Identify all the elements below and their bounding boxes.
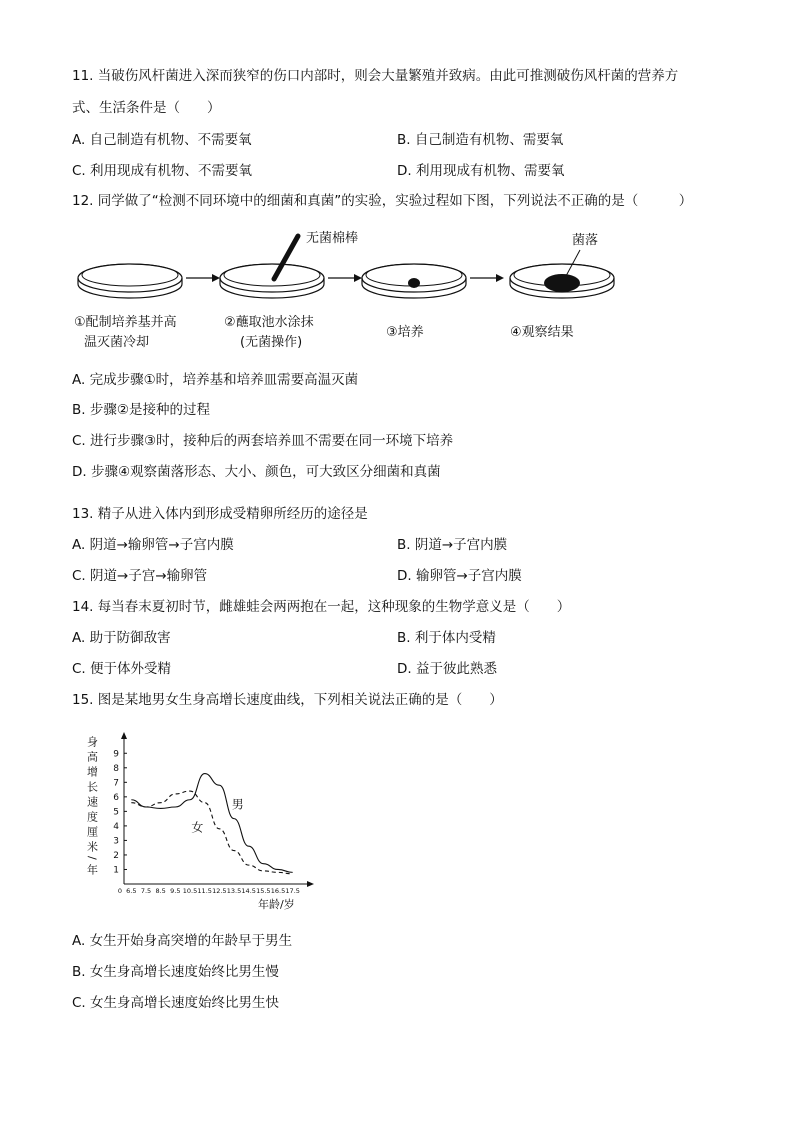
swab-label: 无菌棉棒 (306, 231, 359, 246)
y-tick-label: 8 (113, 763, 119, 774)
x-tick-label: 12.5 (212, 887, 227, 895)
q14-option-a[interactable]: A. 助于防御敌害 (72, 630, 171, 646)
q13-option-c[interactable]: C. 阴道→子宫→输卵管 (72, 568, 208, 584)
step1-caption-b: 温灭菌冷却 (84, 335, 150, 350)
series-line-female (131, 791, 292, 874)
q13-option-b[interactable]: B. 阴道→子宫内膜 (397, 537, 508, 553)
y-axis-arrow (121, 732, 127, 739)
q11-stem-line1: 11. 当破伤风杆菌进入深而狭窄的伤口内部时，则会大量繁殖并致病。由此可推测破伤风杆菌的营养方 (72, 68, 679, 84)
step4-caption: ④观察结果 (510, 325, 574, 340)
q12-option-d[interactable]: D. 步骤④观察菌落形态、大小、颜色，可大致区分细菌和真菌 (72, 464, 441, 480)
q11-option-c[interactable]: C. 利用现成有机物、不需要氧 (72, 163, 253, 179)
small-colony (408, 278, 420, 288)
chart-xlabel: 年龄/岁 (258, 898, 295, 911)
q13-option-d[interactable]: D. 输卵管→子宫内膜 (397, 568, 522, 584)
colony-label: 菌落 (572, 233, 599, 248)
q14-stem: 14. 每当春末夏初时节，雌雄蛙会两两抱在一起，这种现象的生物学意义是（ ） (72, 599, 571, 615)
q13-option-a[interactable]: A. 阴道→输卵管→子宫内膜 (72, 537, 234, 553)
x-tick-label: 14.5 (241, 887, 256, 895)
y-tick-label: 7 (113, 778, 119, 789)
q12-option-c[interactable]: C. 进行步骤③时，接种后的两套培养皿不需要在同一环境下培养 (72, 433, 454, 449)
growth-chart (80, 722, 320, 914)
x-tick-label: 16.5 (270, 887, 286, 895)
q15-stem: 15. 图是某地男女生身高增长速度曲线，下列相关说法正确的是（ ） (72, 692, 503, 708)
chart-ylabel: 身高增长速度厘米/年 (85, 736, 99, 879)
y-tick-label: 6 (113, 792, 119, 803)
q14-option-d[interactable]: D. 益于彼此熟悉 (397, 661, 497, 677)
step1-caption-a: ①配制培养基并高 (74, 315, 177, 330)
series-label-male: 男 (231, 797, 244, 812)
q13-stem: 13. 精子从进入体内到形成受精卵所经历的途径是 (72, 506, 368, 522)
q11-stem-line2: 式、生活条件是（ ） (72, 100, 221, 116)
petri-dish-3 (362, 264, 466, 298)
q14-option-b[interactable]: B. 利于体内受精 (397, 630, 496, 646)
x-tick-label: 7.5 (140, 887, 152, 895)
q14-option-c[interactable]: C. 便于体外受精 (72, 661, 172, 677)
y-tick-label: 4 (113, 821, 119, 832)
chart-lines (131, 774, 292, 874)
q15-option-c[interactable]: C. 女生身高增长速度始终比男生快 (72, 995, 280, 1011)
x-tick-label: 0 (117, 887, 123, 895)
step2-caption-b: (无菌操作) (240, 335, 303, 350)
q11-option-a[interactable]: A. 自己制造有机物、不需要氧 (72, 132, 252, 148)
x-tick-label: 8.5 (155, 887, 166, 895)
q11-option-d[interactable]: D. 利用现成有机物、需要氧 (397, 163, 565, 179)
x-axis-arrow (307, 881, 314, 887)
x-tick-label: 9.5 (170, 887, 181, 895)
experiment-figure (60, 222, 620, 357)
x-tick-label: 6.5 (126, 887, 137, 895)
y-tick-label: 2 (113, 850, 119, 861)
q12-stem: 12. 同学做了“检测不同环境中的细菌和真菌”的实验，实验过程如下图，下列说法不正确的是（ ） (72, 193, 693, 209)
large-colony (544, 274, 580, 292)
y-tick-label: 5 (113, 807, 119, 818)
step2-caption-a: ②蘸取池水涂抹 (224, 315, 314, 330)
y-tick-label: 3 (113, 836, 119, 847)
y-tick-label: 9 (113, 749, 119, 760)
q12-option-b[interactable]: B. 步骤②是接种的过程 (72, 402, 210, 418)
x-tick-label: 15.5 (256, 887, 271, 895)
x-tick-label: 13.5 (226, 887, 242, 895)
x-tick-label: 10.5 (182, 887, 198, 895)
petri-dish-1 (78, 264, 182, 298)
q15-option-a[interactable]: A. 女生开始身高突增的年龄早于男生 (72, 933, 293, 949)
y-tick-label: 1 (113, 865, 119, 876)
petri-dish-4 (510, 250, 614, 298)
step3-caption: ③培养 (386, 325, 424, 340)
q15-option-b[interactable]: B. 女生身高增长速度始终比男生慢 (72, 964, 279, 980)
series-line-male (131, 774, 292, 873)
x-tick-label: 11.5 (197, 887, 212, 895)
series-label-female: 女 (191, 820, 204, 835)
x-tick-label: 17.5 (285, 887, 300, 895)
q12-option-a[interactable]: A. 完成步骤①时，培养基和培养皿需要高温灭菌 (72, 372, 359, 388)
q11-option-b[interactable]: B. 自己制造有机物、需要氧 (397, 132, 564, 148)
